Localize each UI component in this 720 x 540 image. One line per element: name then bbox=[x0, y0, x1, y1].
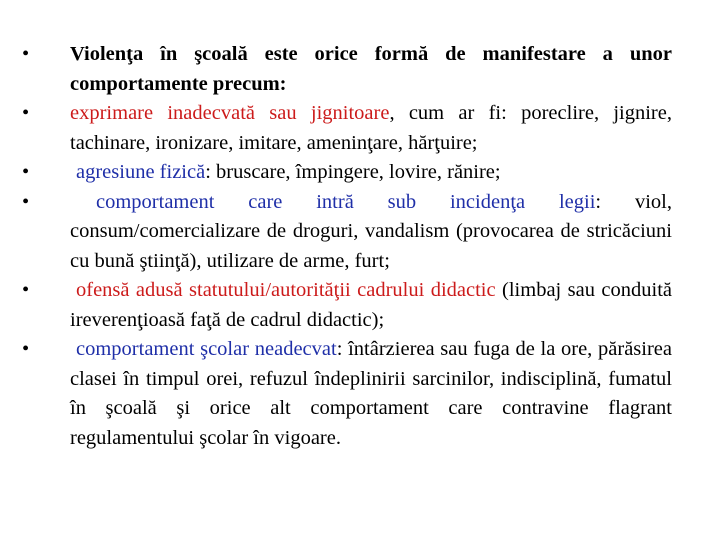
description-teacher: (limbaj sau conduită ireverenţioasă faţă de cadrul didactic); bbox=[70, 279, 672, 331]
bullet-icon: • bbox=[22, 190, 30, 213]
bullet-item-intro bbox=[22, 40, 672, 99]
bullet-list bbox=[22, 40, 672, 453]
term-verbal: exprimare inadecvată sau jignitoare bbox=[70, 102, 390, 124]
intro-text: Violenţa în şcoală este orice formă de manifestare a unor comportamente precum: bbox=[70, 43, 672, 95]
term-school: comportament şcolar neadecvat bbox=[76, 338, 337, 360]
bullet-item-school bbox=[22, 335, 672, 453]
bullet-item-physical bbox=[22, 158, 672, 188]
bullet-item-teacher bbox=[22, 276, 672, 335]
term-physical: agresiune fizică bbox=[76, 161, 206, 183]
description-verbal: , cum ar fi: poreclire, jignire, tachinare, ironizare, imitare, ameninţare, hărţuire; bbox=[70, 102, 672, 154]
description-physical: : bruscare, împingere, lovire, rănire; bbox=[205, 161, 501, 183]
bullet-icon: • bbox=[22, 43, 30, 65]
term-teacher: ofensă adusă statutului/autorităţii cadrului didactic bbox=[76, 279, 496, 301]
bullet-item-verbal bbox=[22, 99, 672, 158]
description-legal: : viol, consum/comercializare de droguri, vandalism (provocarea de stricăciuni cu bună ştiinţă), utilizare de arme, furt; bbox=[70, 190, 672, 272]
bullet-icon: • bbox=[22, 279, 30, 301]
description-school: : întârzierea sau fuga de la ore, părăsirea clasei în timpul orei, refuzul îndeplinirii sarcinilor, indisciplină, fumatul în şcoală şi orice alt comportament care contravine flagrant regulamentului şcolar în vigoare. bbox=[70, 338, 672, 449]
bullet-item-legal bbox=[22, 188, 672, 277]
bullet-icon: • bbox=[22, 102, 30, 124]
term-legal: comportament care intră sub incidenţa legii bbox=[96, 190, 596, 213]
bullet-icon: • bbox=[22, 161, 30, 183]
bullet-icon: • bbox=[22, 338, 30, 360]
